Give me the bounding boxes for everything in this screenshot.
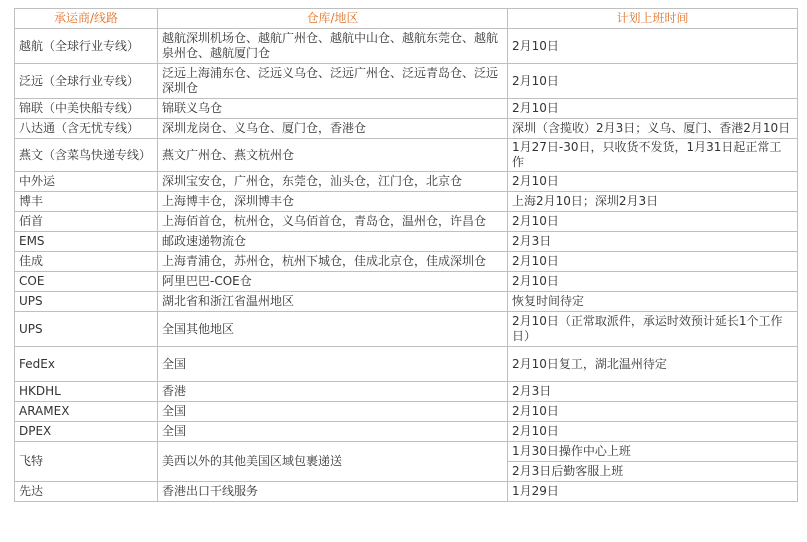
area-cell: 上海博丰仓，深圳博丰仓	[158, 192, 508, 212]
area-cell: 深圳宝安仓，广州仓，东莞仓，汕头仓，江门仓，北京仓	[158, 172, 508, 192]
table-row	[15, 212, 798, 232]
time-cell: 2月3日	[508, 382, 798, 402]
table-row	[15, 139, 798, 172]
time-cell: 2月3日后勤客服上班	[508, 462, 798, 482]
carrier-cell: UPS	[15, 292, 158, 312]
area-cell: 锦联义乌仓	[158, 99, 508, 119]
table-row	[15, 272, 798, 292]
carrier-cell: 飞特	[15, 442, 158, 482]
time-cell: 2月10日	[508, 64, 798, 99]
time-cell: 2月10日	[508, 272, 798, 292]
area-cell: 深圳龙岗仓、义乌仓、厦门仓，香港仓	[158, 119, 508, 139]
area-cell: 全国	[158, 347, 508, 382]
area-cell: 湖北省和浙江省温州地区	[158, 292, 508, 312]
table-row	[15, 99, 798, 119]
carrier-cell: 佰首	[15, 212, 158, 232]
carrier-schedule-table	[14, 8, 798, 502]
carrier-cell: 博丰	[15, 192, 158, 212]
header-carrier: 承运商/线路	[15, 9, 158, 29]
area-cell: 燕文广州仓、燕文杭州仓	[158, 139, 508, 172]
table-row	[15, 402, 798, 422]
carrier-cell: 泛远（全球行业专线）	[15, 64, 158, 99]
header-time: 计划上班时间	[508, 9, 798, 29]
area-cell: 越航深圳机场仓、越航广州仓、越航中山仓、越航东莞仓、越航泉州仓、越航厦门仓	[158, 29, 508, 64]
header-area: 仓库/地区	[158, 9, 508, 29]
carrier-cell: 锦联（中美快船专线）	[15, 99, 158, 119]
table-row	[15, 442, 798, 462]
table-row	[15, 292, 798, 312]
area-cell: 上海佰首仓，杭州仓，义乌佰首仓，青岛仓，温州仓，许昌仓	[158, 212, 508, 232]
carrier-cell: FedEx	[15, 347, 158, 382]
area-cell: 全国	[158, 402, 508, 422]
table-row	[15, 347, 798, 382]
carrier-cell: 越航（全球行业专线）	[15, 29, 158, 64]
table-row	[15, 172, 798, 192]
area-cell: 上海青浦仓，苏州仓，杭州下城仓，佳成北京仓，佳成深圳仓	[158, 252, 508, 272]
carrier-cell: 中外运	[15, 172, 158, 192]
table-row	[15, 482, 798, 502]
header-row	[15, 9, 798, 29]
carrier-cell: DPEX	[15, 422, 158, 442]
table-row	[15, 29, 798, 64]
table-row	[15, 422, 798, 442]
time-cell: 1月27日-30日，只收货不发货，1月31日起正常工作	[508, 139, 798, 172]
carrier-cell: HKDHL	[15, 382, 158, 402]
area-cell: 美西以外的其他美国区域包裹递送	[158, 442, 508, 482]
time-cell: 2月10日	[508, 172, 798, 192]
carrier-cell: 燕文（含菜鸟快递专线）	[15, 139, 158, 172]
time-cell: 2月10日	[508, 99, 798, 119]
carrier-cell: EMS	[15, 232, 158, 252]
time-cell: 2月10日复工，湖北温州待定	[508, 347, 798, 382]
time-cell: 2月3日	[508, 232, 798, 252]
time-cell: 2月10日	[508, 402, 798, 422]
area-cell: 香港	[158, 382, 508, 402]
area-cell: 全国	[158, 422, 508, 442]
time-cell: 上海2月10日；深圳2月3日	[508, 192, 798, 212]
carrier-cell: 佳成	[15, 252, 158, 272]
area-cell: 邮政速递物流仓	[158, 232, 508, 252]
time-cell: 2月10日	[508, 422, 798, 442]
table-row	[15, 64, 798, 99]
table-row	[15, 382, 798, 402]
area-cell: 全国其他地区	[158, 312, 508, 347]
time-cell: 1月30日操作中心上班	[508, 442, 798, 462]
carrier-cell: ARAMEX	[15, 402, 158, 422]
table-row	[15, 232, 798, 252]
time-cell: 2月10日	[508, 29, 798, 64]
table-row	[15, 252, 798, 272]
area-cell: 泛远上海浦东仓、泛远义乌仓、泛远广州仓、泛远青岛仓、泛远深圳仓	[158, 64, 508, 99]
time-cell: 2月10日	[508, 212, 798, 232]
carrier-cell: 先达	[15, 482, 158, 502]
carrier-cell: 八达通（含无忧专线）	[15, 119, 158, 139]
table-row	[15, 312, 798, 347]
time-cell: 2月10日	[508, 252, 798, 272]
time-cell: 2月10日（正常取派件，承运时效预计延长1个工作日）	[508, 312, 798, 347]
time-cell: 恢复时间待定	[508, 292, 798, 312]
table-row	[15, 192, 798, 212]
carrier-cell: COE	[15, 272, 158, 292]
time-cell: 1月29日	[508, 482, 798, 502]
carrier-cell: UPS	[15, 312, 158, 347]
area-cell: 香港出口干线服务	[158, 482, 508, 502]
area-cell: 阿里巴巴-COE仓	[158, 272, 508, 292]
table-row	[15, 119, 798, 139]
time-cell: 深圳（含揽收）2月3日；义乌、厦门、香港2月10日	[508, 119, 798, 139]
